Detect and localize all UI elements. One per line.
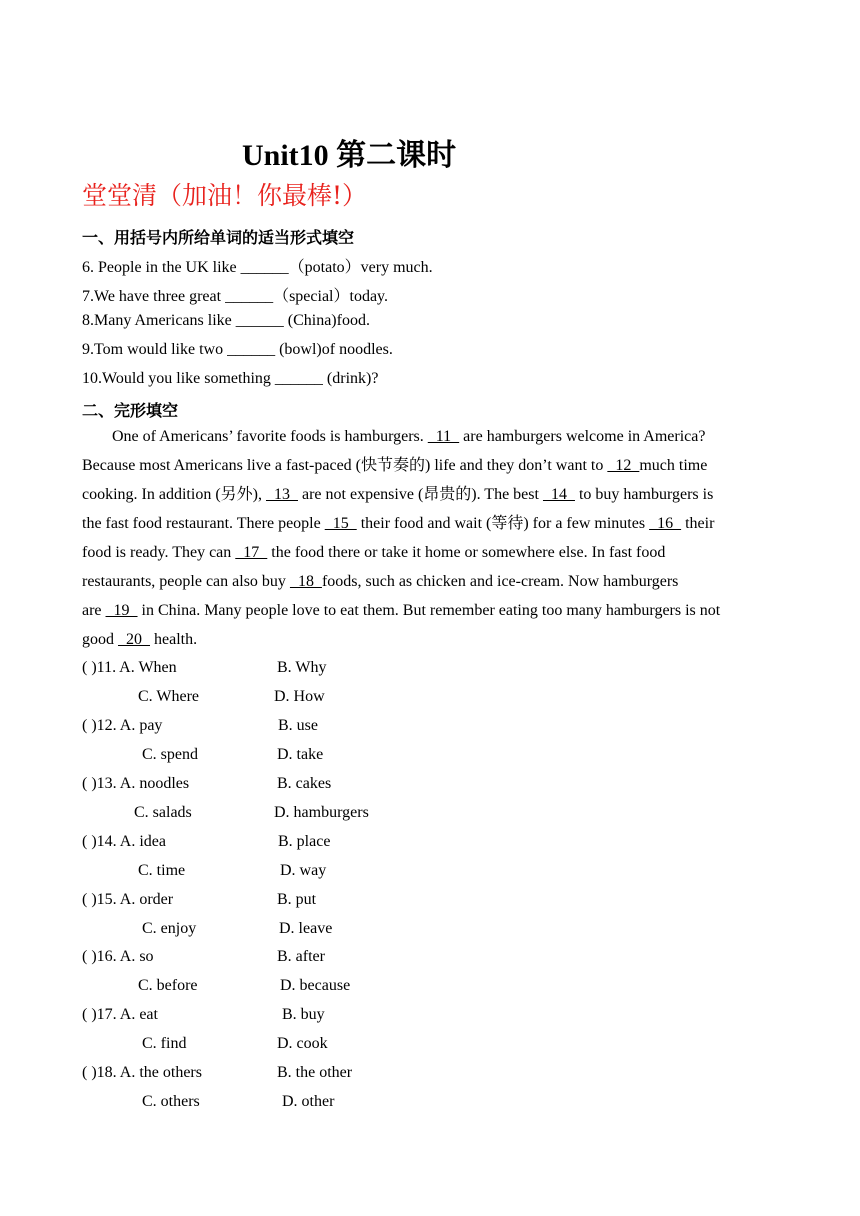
blank-17: 17: [235, 544, 268, 561]
question-stem: ( )13. A. noodles: [82, 775, 190, 792]
fill-blank-item: 8.Many Americans like ______ (China)food.: [82, 312, 370, 329]
blank-20: 20: [118, 631, 150, 648]
option-d: D. cook: [277, 1035, 328, 1052]
passage-line: One of Americans’ favorite foods is hamburgers. 11 are hamburgers welcome in America?: [112, 428, 706, 445]
option-b: B. buy: [282, 1006, 325, 1023]
option-d: D. hamburgers: [274, 804, 369, 821]
question-stem: ( )15. A. order: [82, 891, 174, 908]
page-title: Unit10 第二课时: [242, 139, 457, 172]
passage-line: Because most Americans live a fast-paced (快节奏的) life and they don’t want to 12 much time: [82, 457, 708, 474]
option-b: B. after: [277, 948, 325, 965]
blank-16: 16: [649, 515, 682, 532]
option-d: D. way: [280, 862, 327, 879]
option-b: B. cakes: [277, 775, 332, 792]
option-c: C. find: [142, 1035, 187, 1052]
blank-19: 19: [105, 602, 138, 619]
option-d: D. take: [277, 746, 324, 763]
blank-14: 14: [542, 486, 575, 503]
option-b: B. the other: [277, 1064, 353, 1081]
option-c: C. enjoy: [142, 920, 197, 937]
option-d: D. because: [280, 977, 351, 994]
passage-line: restaurants, people can also buy 18 foods, such as chicken and ice-cream. Now hamburgers: [82, 573, 679, 590]
option-c: C. others: [142, 1093, 200, 1110]
option-d: D. leave: [279, 920, 333, 937]
option-b: B. use: [278, 717, 318, 734]
fill-blank-item: 7.We have three great ______（special）today.: [82, 288, 389, 305]
section-2-heading: 二、完形填空: [82, 401, 179, 420]
option-b: B. place: [278, 833, 331, 850]
blank-15: 15: [324, 515, 357, 532]
blank-12: 12: [607, 457, 640, 474]
option-b: B. put: [277, 891, 317, 908]
cloze-passage: [82, 422, 782, 654]
page-subtitle: 堂堂清（加油！你最棒!）: [82, 181, 368, 210]
option-d: D. How: [274, 688, 325, 705]
option-c: C. spend: [142, 746, 198, 763]
question-stem: ( )12. A. pay: [82, 717, 163, 734]
fill-blank-item: 9.Tom would like two ______ (bowl)of noodles.: [82, 341, 393, 358]
option-c: C. Where: [138, 688, 200, 705]
option-c: C. before: [138, 977, 198, 994]
question-stem: ( )17. A. eat: [82, 1006, 158, 1023]
fill-blank-item: 10.Would you like something ______ (drink)?: [82, 370, 379, 387]
blank-11: 11: [427, 428, 460, 445]
question-stem: ( )18. A. the others: [82, 1064, 202, 1081]
option-b: B. Why: [277, 659, 327, 676]
passage-line: are 19 in China. Many people love to eat them. But remember eating too many hamburgers is not: [82, 602, 721, 619]
fill-blank-item: 6. People in the UK like ______（potato）very much.: [82, 259, 433, 276]
passage-line: the fast food restaurant. There people 15 their food and wait (等待) for a few minutes 16 their: [82, 515, 715, 532]
passage-line: good 20 health.: [82, 631, 198, 648]
option-d: D. other: [282, 1093, 335, 1110]
passage-line: food is ready. They can 17 the food there or take it home or somewhere else. In fast food: [82, 544, 666, 561]
question-stem: ( )14. A. idea: [82, 833, 166, 850]
option-c: C. salads: [134, 804, 192, 821]
passage-line: cooking. In addition (另外), 13 are not expensive (昂贵的). The best 14 to buy hamburgers is: [82, 486, 714, 503]
option-c: C. time: [138, 862, 186, 879]
blank-13: 13: [265, 486, 298, 503]
blank-18: 18: [289, 573, 322, 590]
section-1-heading: 一、用括号内所给单词的适当形式填空: [82, 228, 355, 247]
question-stem: ( )16. A. so: [82, 948, 154, 965]
question-stem: ( )11. A. When: [82, 659, 177, 676]
